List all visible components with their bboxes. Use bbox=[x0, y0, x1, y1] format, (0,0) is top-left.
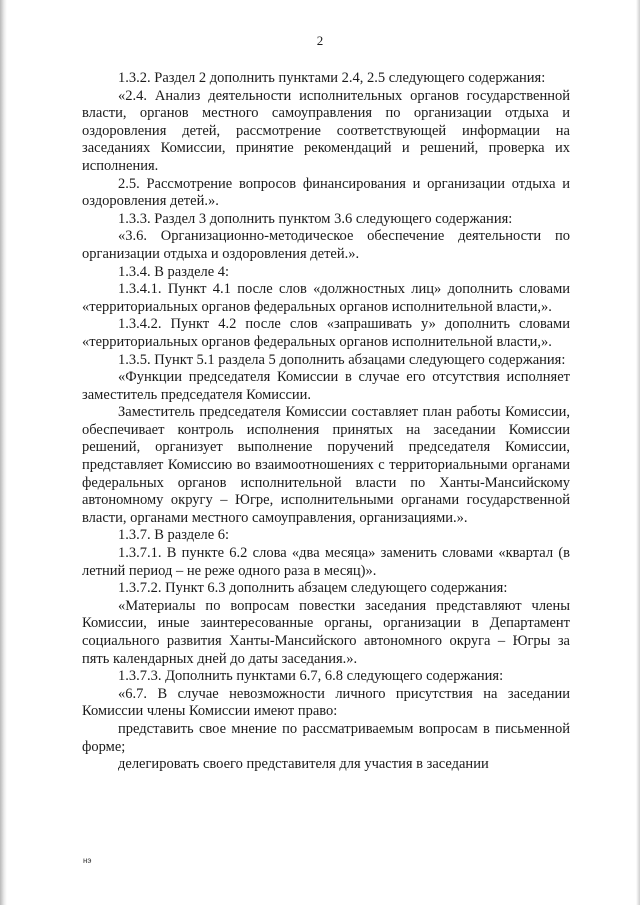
paragraph-1-3-4: 1.3.4. В разделе 4: bbox=[118, 263, 230, 280]
paragraph-1-3-7-1: 1.3.7.1. В пункте 6.2 слова «два месяца» заменить словами «квартал (в летний период – не реже одного раза в месяц)». bbox=[82, 545, 570, 579]
paragraph-1-3-3: 1.3.3. Раздел 3 дополнить пунктом 3.6 следующего содержания: bbox=[118, 210, 513, 227]
paragraph-1-3-4-1: 1.3.4.1. Пункт 4.1 после слов «должностных лиц» дополнить словами «территориальных органов федеральных органов исполнительной власти,». bbox=[82, 281, 570, 315]
paragraph-chair-functions: «Функции председателя Комиссии в случае его отсутствия исполняет заместитель председателя Комиссии. bbox=[82, 369, 570, 403]
scan-left-edge bbox=[0, 0, 7, 905]
paragraph-materials: «Материалы по вопросам повестки заседания представляют члены Комиссии, иные заинтересованные органы, организации в Департамент социального развития Ханты-Мансийского автономного округа – Югры за пять календарных дней до даты заседания.». bbox=[82, 597, 570, 667]
paragraph-1-3-7-2: 1.3.7.2. Пункт 6.3 дополнить абзацем следующего содержания: bbox=[118, 580, 508, 597]
paragraph-1-3-5: 1.3.5. Пункт 5.1 раздела 5 дополнить абзацами следующего содержания: bbox=[118, 351, 566, 368]
page-number: 2 bbox=[316, 33, 324, 48]
footer-code: нэ bbox=[83, 856, 92, 865]
document-body bbox=[82, 70, 570, 774]
paragraph-delegate: делегировать своего представителя для участия в заседании bbox=[118, 756, 489, 773]
scan-right-edge bbox=[636, 0, 640, 905]
paragraph-1-3-7: 1.3.7. В разделе 6: bbox=[118, 527, 230, 544]
paragraph-2-4: «2.4. Анализ деятельности исполнительных органов государственной власти, органов местного самоуправления по организации отдыха и оздоровления детей, рассмотрение соответствующей информации на заседаниях Комиссии, принятие рекомендаций и решений, проверка их исполнения. bbox=[82, 87, 570, 174]
paragraph-1-3-2: 1.3.2. Раздел 2 дополнить пунктами 2.4, 2.5 следующего содержания: bbox=[118, 70, 546, 86]
paragraph-3-6: «3.6. Организационно-методическое обеспечение деятельности по организации отдыха и оздоровления детей.». bbox=[82, 228, 570, 262]
paragraph-2-5: 2.5. Рассмотрение вопросов финансирования и организации отдыха и оздоровления детей.». bbox=[82, 175, 570, 210]
paragraph-6-7: «6.7. В случае невозможности личного присутствия на заседании Комиссии члены Комиссии имеют право: bbox=[82, 685, 570, 720]
paragraph-1-3-4-2: 1.3.4.2. Пункт 4.2 после слов «запрашивать у» дополнить словами «территориальных органов федеральных органов исполнительной власти,». bbox=[82, 316, 570, 350]
paragraph-1-3-7-3: 1.3.7.3. Дополнить пунктами 6.7, 6.8 следующего содержания: bbox=[118, 668, 504, 685]
paragraph-deputy-chair: Заместитель председателя Комиссии составляет план работы Комиссии, обеспечивает контроль исполнения принятых на заседании Комиссии решений, организует выполнение поручений председателя Комиссии, представляет Комиссию во взаимоотношениях с территориальными органами федеральных органов исполнительной власти по Ханты-Мансийскому автономному округу – Югре, исполнительными органами государственной власти, органами местного самоуправления, организациями.». bbox=[82, 404, 570, 526]
paragraph-written-opinion: представить свое мнение по рассматриваемым вопросам в письменной форме; bbox=[82, 720, 570, 755]
